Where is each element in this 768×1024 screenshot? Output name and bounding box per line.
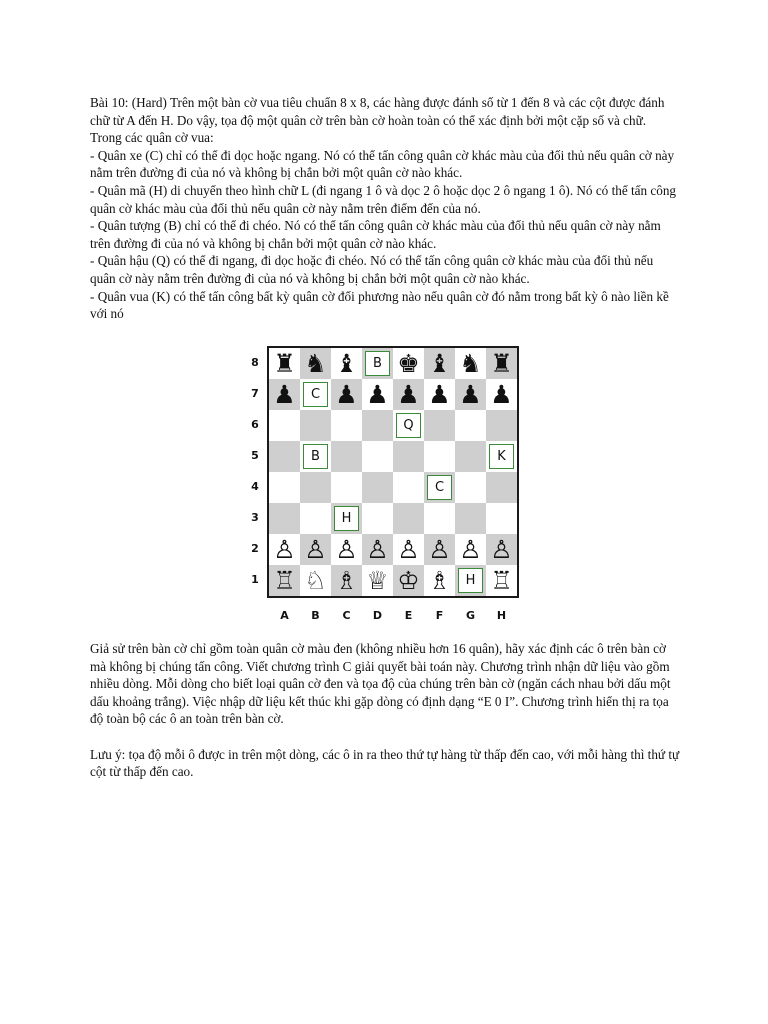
square-g4 — [455, 472, 486, 503]
file-label: B — [311, 609, 320, 622]
file-label: D — [372, 609, 383, 622]
chess-piece-icon: ♖ — [490, 566, 513, 595]
square-h8 — [486, 348, 517, 379]
file-label: F — [435, 609, 444, 622]
square-a7 — [269, 379, 300, 410]
square-f4 — [424, 472, 455, 503]
square-e7 — [393, 379, 424, 410]
rank-label: 6 — [251, 418, 259, 431]
marked-piece-label: B — [303, 444, 328, 469]
intro-paragraph: Bài 10: (Hard) Trên một bàn cờ vua tiêu chuẩn 8 x 8, các hàng được đánh số từ 1 đến 8 và các cột được đánh chữ từ A đến H. Do vậy, tọa độ một quân cờ trên bàn cờ hoàn toàn có thể xác định bởi một cặp số và chữ. Trong các quân cờ vua: — [90, 95, 665, 146]
chess-piece-icon: ♗ — [428, 566, 451, 595]
marked-piece-label: H — [458, 568, 483, 593]
square-d6 — [362, 410, 393, 441]
square-e8 — [393, 348, 424, 379]
marked-piece-label: H — [334, 506, 359, 531]
chess-piece-icon: ♖ — [273, 566, 296, 595]
chess-board — [267, 346, 519, 598]
square-c3 — [331, 503, 362, 534]
square-f5 — [424, 441, 455, 472]
rank-label: 4 — [251, 480, 259, 493]
chess-piece-icon: ♟ — [459, 380, 482, 409]
square-d3 — [362, 503, 393, 534]
square-b4 — [300, 472, 331, 503]
square-b2 — [300, 534, 331, 565]
square-g1 — [455, 565, 486, 596]
square-d2 — [362, 534, 393, 565]
square-h7 — [486, 379, 517, 410]
square-h6 — [486, 410, 517, 441]
square-g3 — [455, 503, 486, 534]
square-f8 — [424, 348, 455, 379]
rank-label: 3 — [251, 511, 259, 524]
rook-rule: - Quân xe (C) chỉ có thể đi dọc hoặc ngang. Nó có thể tấn công quân cờ khác màu của đối thủ nếu quân cờ này nằm trên đường đi của nó và không bị chắn bởi một quân cờ nào khác. — [90, 147, 675, 181]
square-c1 — [331, 565, 362, 596]
problem-text — [90, 94, 680, 323]
square-f6 — [424, 410, 455, 441]
marked-piece-label: C — [427, 475, 452, 500]
chess-piece-icon: ♟ — [335, 380, 358, 409]
chess-piece-icon: ♙ — [304, 535, 327, 564]
square-a4 — [269, 472, 300, 503]
square-a1 — [269, 565, 300, 596]
chess-piece-icon: ♔ — [397, 566, 420, 595]
chess-piece-icon: ♟ — [397, 380, 420, 409]
square-e6 — [393, 410, 424, 441]
chess-piece-icon: ♟ — [490, 380, 513, 409]
note-paragraph: Lưu ý: tọa độ mỗi ô được in trên một dòng, các ô in ra theo thứ tự hàng từ thấp đến cao, với mỗi hàng thì thứ tự cột từ thấp đến cao. — [90, 746, 680, 780]
square-g6 — [455, 410, 486, 441]
square-b1 — [300, 565, 331, 596]
square-e4 — [393, 472, 424, 503]
square-c5 — [331, 441, 362, 472]
square-h1 — [486, 565, 517, 596]
marked-piece-label: Q — [396, 413, 421, 438]
square-c8 — [331, 348, 362, 379]
square-h5 — [486, 441, 517, 472]
square-b6 — [300, 410, 331, 441]
problem-body — [90, 640, 680, 781]
square-c6 — [331, 410, 362, 441]
square-a3 — [269, 503, 300, 534]
task-paragraph: Giả sử trên bàn cờ chỉ gồm toàn quân cờ màu đen (không nhiều hơn 16 quân), hãy xác định các ô trên bàn cờ mà không bị chúng tấn công. Viết chương trình C giải quyết bài toán này. Chương trình nhận dữ liệu vào gồm nhiều dòng. Mỗi dòng cho biết loại quân cờ đen và tọa độ của chúng trên bàn cờ (ngăn cách nhau bởi dấu một dấu khoảng trắng). Việc nhập dữ liệu kết thúc khi gặp dòng có định dạng “E 0 I”. Chương trình hiển thị ra tọa độ toàn bộ các ô an toàn trên bàn cờ. — [90, 641, 671, 727]
square-e2 — [393, 534, 424, 565]
square-a8 — [269, 348, 300, 379]
file-label: E — [404, 609, 413, 622]
queen-rule: - Quân hậu (Q) có thể đi ngang, đi dọc hoặc đi chéo. Nó có thể tấn công quân cờ khác màu của đối thủ nếu quân cờ này nằm trên đường đi của nó và không bị chắn bởi một quân cờ nào khác. — [90, 253, 654, 286]
chess-piece-icon: ♙ — [397, 535, 420, 564]
square-b5 — [300, 441, 331, 472]
square-b8 — [300, 348, 331, 379]
chess-piece-icon: ♘ — [304, 566, 327, 595]
marked-piece-label: C — [303, 382, 328, 407]
marked-piece-label: B — [365, 351, 390, 376]
chess-piece-icon: ♝ — [335, 349, 358, 378]
chess-piece-icon: ♜ — [273, 349, 296, 378]
chess-piece-icon: ♙ — [273, 535, 296, 564]
square-c7 — [331, 379, 362, 410]
square-h4 — [486, 472, 517, 503]
square-g2 — [455, 534, 486, 565]
chess-piece-icon: ♙ — [366, 535, 389, 564]
rank-label: 1 — [251, 573, 259, 586]
square-f3 — [424, 503, 455, 534]
square-h3 — [486, 503, 517, 534]
chess-piece-icon: ♚ — [397, 349, 420, 378]
chess-piece-icon: ♟ — [428, 380, 451, 409]
square-f2 — [424, 534, 455, 565]
square-a2 — [269, 534, 300, 565]
square-g7 — [455, 379, 486, 410]
square-e3 — [393, 503, 424, 534]
marked-piece-label: K — [489, 444, 514, 469]
chess-piece-icon: ♟ — [273, 380, 296, 409]
square-f7 — [424, 379, 455, 410]
rank-label: 5 — [251, 449, 259, 462]
chess-piece-icon: ♙ — [335, 535, 358, 564]
square-d1 — [362, 565, 393, 596]
bishop-rule: - Quân tượng (B) chỉ có thể đi chéo. Nó có thể tấn công quân cờ khác màu của đối thủ nếu quân cờ này nằm trên đường đi của nó và không bị chắn bởi một quân cờ nào khác. — [90, 218, 661, 251]
chess-piece-icon: ♞ — [304, 349, 327, 378]
chess-piece-icon: ♜ — [490, 349, 513, 378]
square-c4 — [331, 472, 362, 503]
chess-piece-icon: ♝ — [428, 349, 451, 378]
chess-piece-icon: ♕ — [366, 566, 389, 595]
square-e1 — [393, 565, 424, 596]
chess-piece-icon: ♙ — [490, 535, 513, 564]
rank-label: 7 — [251, 387, 259, 400]
square-h2 — [486, 534, 517, 565]
king-rule: - Quân vua (K) có thể tấn công bất kỳ quân cờ đối phương nào nếu quân cờ đó nằm trong bất kỳ ô nào liền kề với nó — [90, 288, 669, 322]
square-g5 — [455, 441, 486, 472]
square-b7 — [300, 379, 331, 410]
rank-label: 8 — [251, 356, 259, 369]
rank-label: 2 — [251, 542, 259, 555]
file-label: H — [496, 609, 507, 622]
square-d8 — [362, 348, 393, 379]
chess-piece-icon: ♞ — [459, 349, 482, 378]
square-g8 — [455, 348, 486, 379]
file-label: G — [465, 609, 476, 622]
square-f1 — [424, 565, 455, 596]
square-b3 — [300, 503, 331, 534]
square-d7 — [362, 379, 393, 410]
square-a5 — [269, 441, 300, 472]
file-label: C — [342, 609, 351, 622]
file-label: A — [280, 609, 289, 622]
chess-piece-icon: ♙ — [459, 535, 482, 564]
square-a6 — [269, 410, 300, 441]
square-e5 — [393, 441, 424, 472]
chess-piece-icon: ♗ — [335, 566, 358, 595]
square-d4 — [362, 472, 393, 503]
square-c2 — [331, 534, 362, 565]
square-d5 — [362, 441, 393, 472]
chess-piece-icon: ♙ — [428, 535, 451, 564]
chess-piece-icon: ♟ — [366, 380, 389, 409]
knight-rule: - Quân mã (H) di chuyển theo hình chữ L (đi ngang 1 ô và dọc 2 ô hoặc dọc 2 ô ngang 1 ô). Nó có thể tấn công quân cờ khác màu của đối thủ nếu quân cờ này nằm trên điểm đến của nó. — [90, 182, 677, 216]
